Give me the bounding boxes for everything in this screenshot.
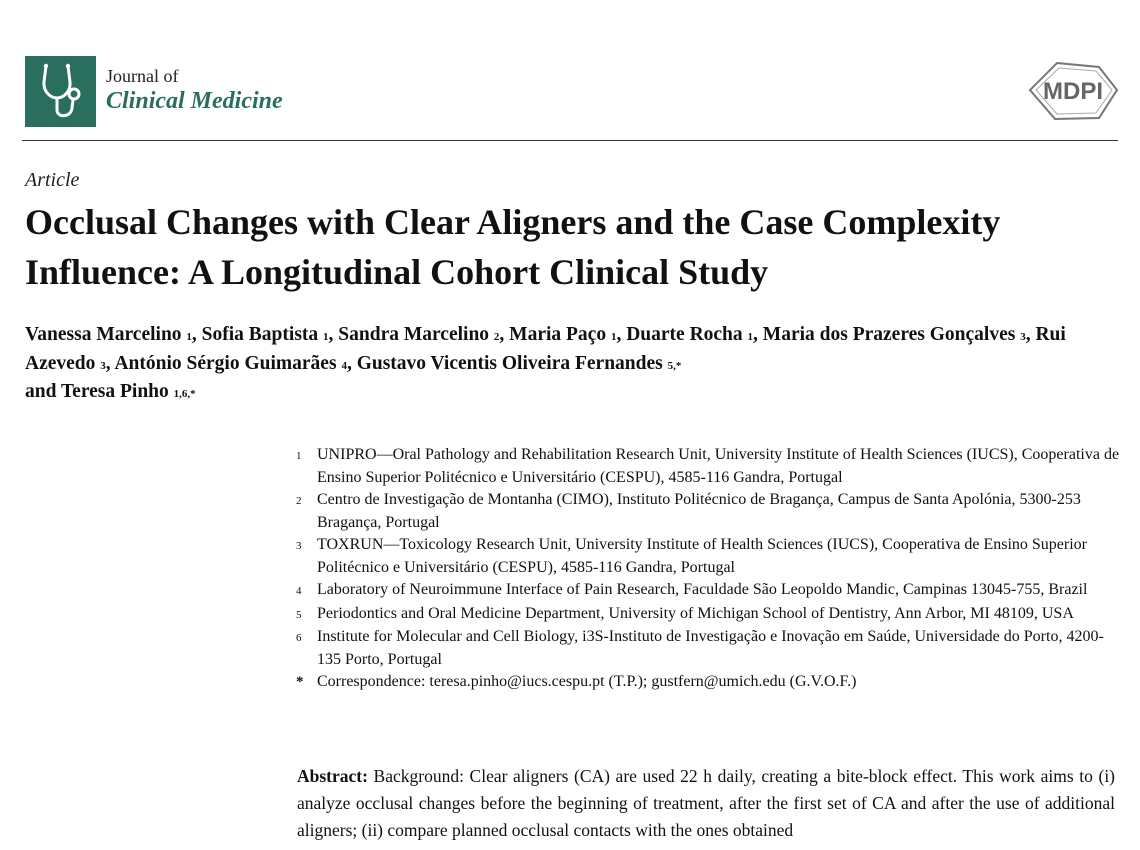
author-name: Rui Azevedo (25, 324, 1066, 374)
author-affiliation-ref: 2 (493, 331, 500, 343)
author-name: António Sérgio Guimarães (114, 352, 337, 374)
abstract-label: Abstract: (297, 766, 368, 786)
publisher-name: MDPI (1043, 78, 1103, 105)
affiliation-item (296, 579, 1126, 603)
author-name: Teresa Pinho (60, 381, 169, 402)
journal-prefix: Journal of (106, 66, 179, 86)
author-affiliation-ref: 3 (100, 359, 106, 372)
author-name: Duarte Rocha (626, 324, 743, 345)
affiliation-text: UNIPRO—Oral Pathology and Rehabilitation Research Unit, University Institute of Health Sciences (IUCS), Cooperativa de Ensino Superior Politécnico e Universitário (CESPU), 4585-116 Gandra, Portugal (317, 446, 1120, 486)
affiliation-text: Laboratory of Neuroimmune Interface of Pain Research, Faculdade São Leopoldo Mandic, Campinas 13045-755, Brazil (317, 581, 1088, 598)
affiliation-text: TOXRUN—Toxicology Research Unit, University Institute of Health Sciences (IUCS), Cooperativa de Ensino Superior Politécnico e Universitário (CESPU), 4585-116 Gandra, Portugal (317, 536, 1087, 576)
affiliation-item (296, 534, 1126, 579)
affiliation-text: Centro de Investigação de Montanha (CIMO), Instituto Politécnico de Bragança, Campus de Santa Apolónia, 5300-253 Bragança, Portugal (317, 491, 1081, 531)
affiliation-number: 2 (296, 495, 302, 507)
affiliation-number: 5 (296, 608, 302, 621)
journal-logo (25, 56, 96, 127)
author-name: Sofia Baptista (201, 324, 319, 345)
author-affiliation-ref: 1 (323, 331, 329, 343)
affiliation-number: 6 (296, 632, 302, 644)
abstract-text: Background: Clear aligners (CA) are used 22 h daily, creating a bite-block effect. This work aims to (i) analyze occlusal changes before the beginning of treatment, after the first set of CA and after the use of additional aligners; (ii) compare planned occlusal contacts with the ones obtained (297, 766, 1116, 840)
author-affiliation-ref: 1 (747, 331, 754, 343)
author-affiliation-ref: 3 (1020, 331, 1026, 343)
affiliation-item (296, 444, 1126, 489)
article-title: Occlusal Changes with Clear Aligners and the Case Complexity Influence: A Longitudinal Cohort Clinical Study (25, 202, 1001, 292)
author-affiliation-ref: 4 (341, 359, 347, 372)
author-affiliation-ref: 5,* (667, 359, 682, 372)
author-name: Vanessa Marcelino (25, 324, 182, 345)
mdpi-logo (1026, 60, 1120, 122)
affiliation-text: Periodontics and Oral Medicine Department, University of Michigan School of Dentistry, Ann Arbor, MI 48109, USA (317, 604, 1074, 622)
author-name: Sandra Marcelino (338, 324, 490, 345)
author-name: Maria Paço (509, 324, 607, 345)
affiliation-item (296, 603, 1126, 627)
correspondence-text: Correspondence: teresa.pinho@iucs.cespu.pt (T.P.); gustfern@umich.edu (G.V.O.F.) (317, 673, 857, 690)
correspondence-item (296, 671, 1126, 694)
affiliation-text: Institute for Molecular and Cell Biology, i3S-Instituto de Investigação e Inovação em Saúde, Universidade do Porto, 4200-135 Porto, Portugal (317, 628, 1104, 668)
journal-name: Clinical Medicine (106, 88, 283, 114)
stethoscope-icon (25, 56, 96, 127)
correspondence-marker: * (296, 674, 304, 690)
author-name: Gustavo Vicentis Oliveira Fernandes (356, 352, 663, 374)
affiliation-item (296, 626, 1126, 671)
abstract (297, 763, 1115, 844)
header-divider (22, 140, 1118, 141)
author-name: Maria dos Prazeres Gonçalves (762, 324, 1016, 345)
author-affiliation-ref: 1 (610, 331, 617, 343)
affiliation-number: 3 (296, 540, 302, 552)
affiliation-item (296, 489, 1126, 534)
author-list: Vanessa Marcelino $^1$, Sofia Baptista $^1$, Sandra Marcelino $^2$, Maria Paço $^1$, Duarte Rocha $^1$, Maria dos Prazeres Gonçalves $^3$, Rui Azevedo $^3$, António Sérgio Guimarães $^4$, Gustavo Vicentis Oliveira Fernandes $^{5,*}$ and Teresa Pinho $^{1,6,*}$ (25, 324, 1066, 402)
affiliation-number: 4 (296, 585, 302, 597)
author-affiliation-ref: 1 (186, 331, 192, 343)
author-affiliation-ref: 1,6,* (173, 388, 196, 400)
article-type: Article (25, 169, 80, 191)
affiliation-number: 1 (296, 450, 302, 462)
affiliation-list (296, 444, 1126, 694)
